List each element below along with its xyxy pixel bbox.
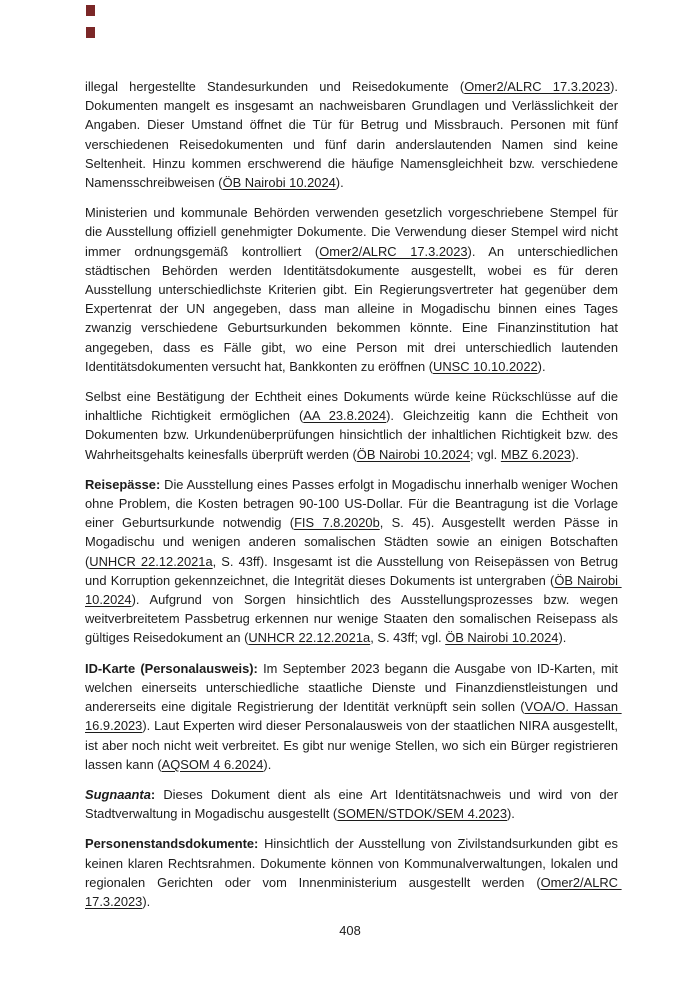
citation-link[interactable]: ÖB Nairobi 10.2024 xyxy=(356,446,471,462)
text-run: Ministerien und kommunale Behörden verwenden gesetzlich vorgeschriebene Stempel für die Ausstellung offiziell genehmigter Dokumente. Die Verwendung dieser Stempel wird nicht immer ordnungsgemäß kontrolliert ( xyxy=(85,205,622,259)
text-run: , S. 45). Ausgestellt werden Pässe in Mogadischu und wenigen anderen somalischen Städten sowie an einigen Botschaften ( xyxy=(85,515,622,569)
citation-link[interactable]: FIS 7.8.2020b xyxy=(294,515,380,531)
text-run: ). xyxy=(335,175,344,191)
text-run: : xyxy=(150,786,156,802)
paragraph xyxy=(85,834,622,911)
text-run: Dieses Dokument dient als eine Art Identitätsnachweis und wird von der Stadtverwaltung in Mogadischu ausgestellt ( xyxy=(85,786,622,822)
citation-link[interactable]: UNHCR 22.12.2021a xyxy=(248,630,371,646)
citation-link[interactable]: UNHCR 22.12.2021a xyxy=(89,553,213,569)
paragraph xyxy=(85,77,622,192)
citation-link[interactable]: MBZ 6.2023 xyxy=(500,446,572,462)
citation-link[interactable]: AA 23.8.2024 xyxy=(303,408,387,424)
citation-link[interactable]: AQSOM 4 6.2024 xyxy=(161,756,264,772)
citation-link[interactable]: Omer2/ALRC 17.3.2023 xyxy=(464,79,611,94)
page-number: 408 xyxy=(339,923,361,938)
citation-link[interactable]: UNSC 10.10.2022 xyxy=(433,358,538,374)
text-run: ). Aufgrund von Sorgen hinsichtlich des Ausstellungsprozesses bzw. wegen weitverbreitetem Passbetrug erkennen nur wenige Staaten den somalischen Reisepass als gültiges Reisedokument an ( xyxy=(85,592,622,646)
text-run: ). An unterschiedlichen städtischen Behörden werden Identitätsdokumente ausgestellt, wobei es für deren Ausstellung unterschiedlichste Kriterien gibt. Ein Regierungsvertreter hat gegenüber dem Expertenrat der UN angegeben, dass man alleine in Mogadischu binnen eines Tages zwanzig verschiedene Geburtsurkunden bekommen könnte. Eine Finanzinstitution hat angegeben, dass es Fälle gibt, wo eine Person mit drei unterschiedlich lautenden Identitätsdokumenten versucht hat, Bankkonten zu eröffnen ( xyxy=(85,243,622,374)
text-run: ). xyxy=(558,630,567,646)
paragraph xyxy=(85,203,622,376)
citation-link[interactable]: ÖB Nairobi 10.2024 xyxy=(85,572,622,608)
text-run: ID-Karte (Personalausweis): xyxy=(85,660,258,676)
document-body xyxy=(85,77,622,922)
text-run: , S. 43ff). Insgesamt ist die Ausstellung von Reisepässen von Betrug und Korruption gekennzeichnet, die Integrität dieses Dokuments ist untergraben ( xyxy=(85,553,622,588)
text-run: ). xyxy=(571,446,579,462)
artifact-mark xyxy=(86,27,95,38)
text-run: Selbst eine Bestätigung der Echtheit eines Dokuments würde keine Rückschlüsse auf die inhaltliche Richtigkeit ermöglichen ( xyxy=(85,389,622,424)
text-run: Sugnaanta xyxy=(85,786,151,802)
paragraph xyxy=(85,785,622,823)
paragraph xyxy=(85,475,622,648)
text-run: ). xyxy=(507,806,515,822)
text-run: ). xyxy=(263,756,272,772)
text-run: Reisepässe: xyxy=(85,476,161,492)
text-run: Im September 2023 begann die Ausgabe von ID-Karten, mit welchen einerseits unterschiedliche staatliche Dienste und Finanzdienstleistungen und andererseits eine digitale Registrierung der Identität verknüpft sein sollen ( xyxy=(85,660,622,715)
text-run: Hinsichtlich der Ausstellung von Zivilstandsurkunden gibt es keinen klaren Rechtsrahmen. Dokumente können von Kommunalverwaltungen, lokalen und regionalen Gerichten oder vom Innenministerium ausgestellt werden ( xyxy=(85,836,622,890)
citation-link[interactable]: ÖB Nairobi 10.2024 xyxy=(445,630,559,646)
citation-link[interactable]: Omer2/ALRC 17.3.2023 xyxy=(319,243,468,259)
text-run: Die Ausstellung eines Passes erfolgt in Mogadischu innerhalb weniger Wochen ohne Problem, die Kosten betragen 90-100 US-Dollar. Für die Beantragung ist die Vorlage einer Geburtsurkunde notwendig ( xyxy=(85,476,622,531)
paragraph xyxy=(85,659,622,774)
citation-link[interactable]: SOMEN/STDOK/SEM 4.2023 xyxy=(337,806,508,822)
text-run: ). Dokumenten mangelt es insgesamt an nachweisbaren Grundlagen und Verlässlichkeit der Angaben. Dieser Umstand öffnet die Tür für Betrug und Missbrauch. Personen mit fünf verschiedenen Reisedokumenten und fünf darin anderslautenden Namen sind keine Seltenheit. Hinzu kommen erschwerend die häufige Namensgleichheit bzw. verschiedene Namensschreibweisen ( xyxy=(85,79,622,191)
text-run: ). Laut Experten wird dieser Personalausweis von der staatlichen NIRA ausgestellt, ist aber noch nicht weit verbreitet. Es gibt nur wenige Stellen, wo sich ein Bürger registrieren lassen kann ( xyxy=(85,718,622,772)
text-run: ; vgl. xyxy=(470,446,501,462)
text-run: ). Gleichzeitig kann die Echtheit von Dokumenten bzw. Urkundenüberprüfungen hinsichtlich der inhaltlichen Richtigkeit bzw. des Wahrheitsgehalts keinesfalls überprüft werden ( xyxy=(85,408,622,462)
citation-link[interactable]: VOA/O. Hassan 16.9.2023 xyxy=(85,699,622,734)
citation-link[interactable]: ÖB Nairobi 10.2024 xyxy=(222,175,336,191)
text-run: ). xyxy=(142,893,151,909)
text-run: illegal hergestellte Standesurkunden und Reisedokumente ( xyxy=(85,79,465,94)
artifact-mark xyxy=(86,5,95,16)
paragraph xyxy=(85,387,622,464)
citation-link[interactable]: Omer2/ALRC 17.3.2023 xyxy=(85,874,622,909)
text-run: , S. 43ff; vgl. xyxy=(370,630,446,646)
text-run: ). xyxy=(537,358,546,374)
text-run: Personenstandsdokumente: xyxy=(85,836,259,852)
